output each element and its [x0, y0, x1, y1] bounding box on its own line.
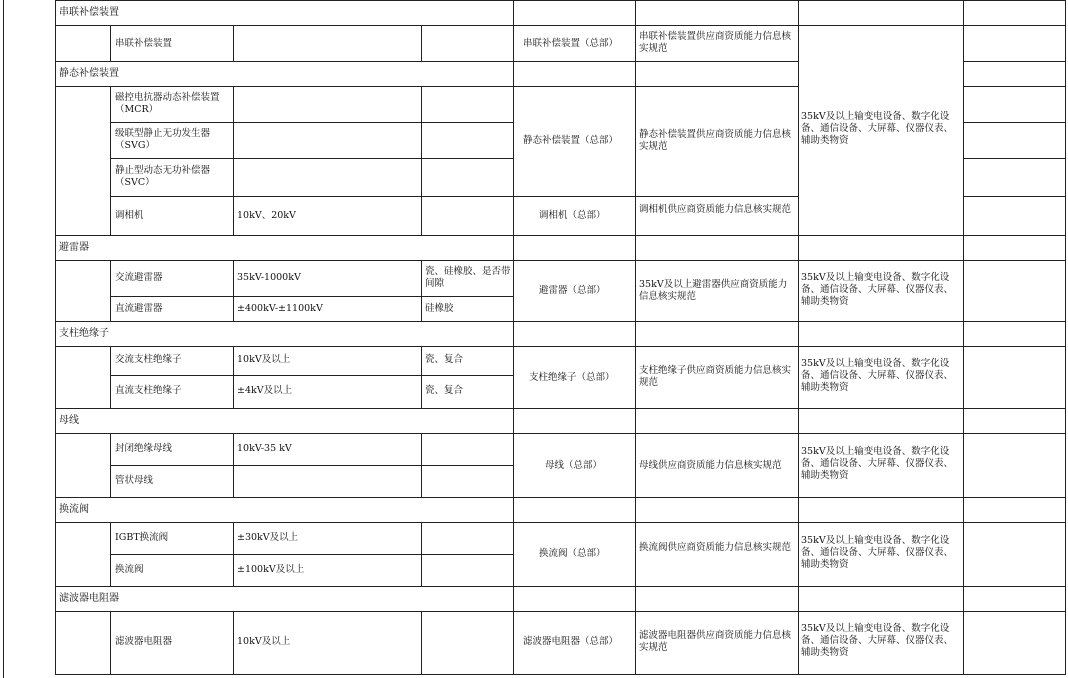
grid-line [513, 0, 514, 675]
standard-name: 静态补偿装置供应商资质能力信息核实规范 [639, 129, 792, 152]
grid-line [963, 86, 1066, 87]
product-name: 直流避雷器 [115, 303, 163, 314]
spec-range: ±4kV及以上 [237, 385, 293, 396]
grid-line [798, 0, 799, 675]
section-title: 换流阀 [59, 504, 89, 515]
material-type: 瓷、复合 [425, 385, 464, 396]
section-title: 支柱绝缘子 [59, 328, 109, 339]
grid-line [421, 433, 422, 497]
spec-range: 10kV及以上 [237, 636, 291, 647]
grid-line [233, 86, 234, 235]
grid-line [110, 25, 111, 61]
grid-line [421, 522, 422, 586]
spec-range: ±100kV及以上 [237, 564, 305, 575]
grid-line [963, 122, 1066, 123]
standard-name: 换流阀供应商资质能力信息核实规范 [639, 542, 792, 553]
grid-line [55, 611, 1066, 612]
grid-line [55, 260, 1066, 261]
spec-range: 10kV-35 kV [237, 443, 292, 454]
grid-line [110, 522, 111, 586]
grid-line [421, 86, 422, 235]
material-type: 硅橡胶 [425, 303, 454, 314]
product-name: 调相机 [115, 210, 144, 221]
grid-line [55, 674, 1066, 675]
category-name: 避雷器（总部） [539, 285, 606, 296]
product-name: 封闭绝缘母线 [115, 443, 173, 454]
scope-text: 35kV及以上输变电设备、数字化设备、通信设备、大屏幕、仪器仪表、辅助类物资 [801, 446, 954, 481]
grid-line [110, 433, 111, 497]
grid-line [110, 122, 514, 123]
grid-line [110, 296, 514, 297]
grid-line [55, 235, 1066, 236]
grid-line [55, 433, 1066, 434]
grid-line [110, 196, 798, 197]
grid-line [233, 522, 234, 586]
grid-line [1065, 0, 1066, 675]
spec-range: ±400kV-±1100kV [237, 303, 323, 314]
category-name: 静态补偿装置（总部） [523, 135, 619, 146]
scope-text: 35kV及以上输变电设备、数字化设备、通信设备、大屏幕、仪器仪表、辅助类物资 [801, 535, 954, 570]
grid-line [963, 61, 1066, 62]
grid-line [233, 433, 234, 497]
category-name: 换流阀（总部） [539, 548, 606, 559]
standard-name: 串联补偿装置供应商资质能力信息核实规范 [639, 31, 792, 54]
spec-range: 10kV、20kV [237, 210, 296, 221]
grid-line [110, 86, 111, 235]
grid-line [55, 321, 1066, 322]
grid-line [55, 61, 798, 62]
category-name: 调相机（总部） [539, 210, 606, 221]
grid-line [110, 158, 514, 159]
standard-name: 支柱绝缘子供应商资质能力信息核实规范 [639, 365, 792, 388]
grid-line [421, 346, 422, 408]
standard-name: 母线供应商资质能力信息核实规范 [639, 460, 782, 471]
product-name: 换流阀 [115, 564, 144, 575]
product-name: IGBT换流阀 [115, 532, 169, 543]
product-name: 级联型静止无功发生器（SVG） [115, 128, 211, 151]
product-name: 直流支柱绝缘子 [115, 385, 182, 396]
standard-name: 35kV及以上避雷器供应商资质能力信息核实规范 [639, 279, 788, 302]
grid-line [233, 25, 234, 61]
grid-line [55, 522, 1066, 523]
scope-text: 35kV及以上输变电设备、数字化设备、通信设备、大屏幕、仪器仪表、辅助类物资 [801, 623, 954, 658]
grid-line [963, 196, 1066, 197]
grid-line [635, 0, 636, 675]
section-title: 串联补偿装置 [59, 7, 119, 18]
grid-line [55, 25, 1066, 26]
grid-line [55, 497, 1066, 498]
grid-line [110, 346, 111, 408]
grid-line [421, 260, 422, 321]
grid-line [110, 611, 111, 675]
scope-text: 35kV及以上输变电设备、数字化设备、通信设备、大屏幕、仪器仪表、辅助类物资 [801, 111, 954, 146]
grid-line [233, 260, 234, 321]
product-name: 滤波器电阻器 [115, 636, 173, 647]
grid-line [421, 611, 422, 675]
section-title: 避雷器 [59, 242, 89, 253]
category-name: 支柱绝缘子（总部） [529, 372, 615, 383]
material-type: 瓷、复合 [425, 354, 464, 365]
material-type: 瓷、硅橡胶、是否带间隙 [425, 266, 511, 289]
section-title: 滤波器电阻器 [59, 593, 119, 604]
section-title: 静态补偿装置 [59, 68, 119, 79]
standard-name: 滤波器电阻器供应商资质能力信息核实规范 [639, 630, 792, 653]
grid-line [233, 611, 234, 675]
product-name: 管状母线 [115, 475, 154, 486]
grid-line [55, 0, 56, 675]
spec-range: 35kV-1000kV [237, 272, 301, 283]
grid-line [55, 408, 1066, 409]
spec-range: 10kV及以上 [237, 354, 291, 365]
grid-line [110, 375, 514, 376]
spec-range: ±30kV及以上 [237, 532, 299, 543]
grid-line [110, 554, 514, 555]
scope-text: 35kV及以上输变电设备、数字化设备、通信设备、大屏幕、仪器仪表、辅助类物资 [801, 272, 954, 307]
grid-line [55, 86, 798, 87]
standard-name: 调相机供应商资质能力信息核实规范 [639, 204, 792, 215]
grid-line [110, 465, 514, 466]
category-name: 母线（总部） [545, 460, 603, 471]
grid-line [963, 0, 964, 675]
page-left-border [3, 0, 4, 678]
product-name: 交流支柱绝缘子 [115, 354, 182, 365]
grid-line [55, 0, 1066, 1]
product-name: 交流避雷器 [115, 272, 163, 283]
scope-text: 35kV及以上输变电设备、数字化设备、通信设备、大屏幕、仪器仪表、辅助类物资 [801, 358, 954, 393]
grid-line [55, 346, 1066, 347]
section-title: 母线 [59, 415, 79, 426]
product-name: 静止型动态无功补偿器（SVC） [115, 165, 211, 188]
product-name: 磁控电抗器动态补偿装置（MCR） [115, 92, 220, 115]
grid-line [421, 25, 422, 61]
grid-line [963, 158, 1066, 159]
product-name: 串联补偿装置 [115, 38, 173, 49]
category-name: 串联补偿装置（总部） [523, 38, 619, 49]
supplier-category-table [55, 0, 1066, 678]
grid-line [233, 346, 234, 408]
grid-line [55, 586, 1066, 587]
grid-line [110, 260, 111, 321]
category-name: 滤波器电阻器（总部） [523, 636, 619, 647]
